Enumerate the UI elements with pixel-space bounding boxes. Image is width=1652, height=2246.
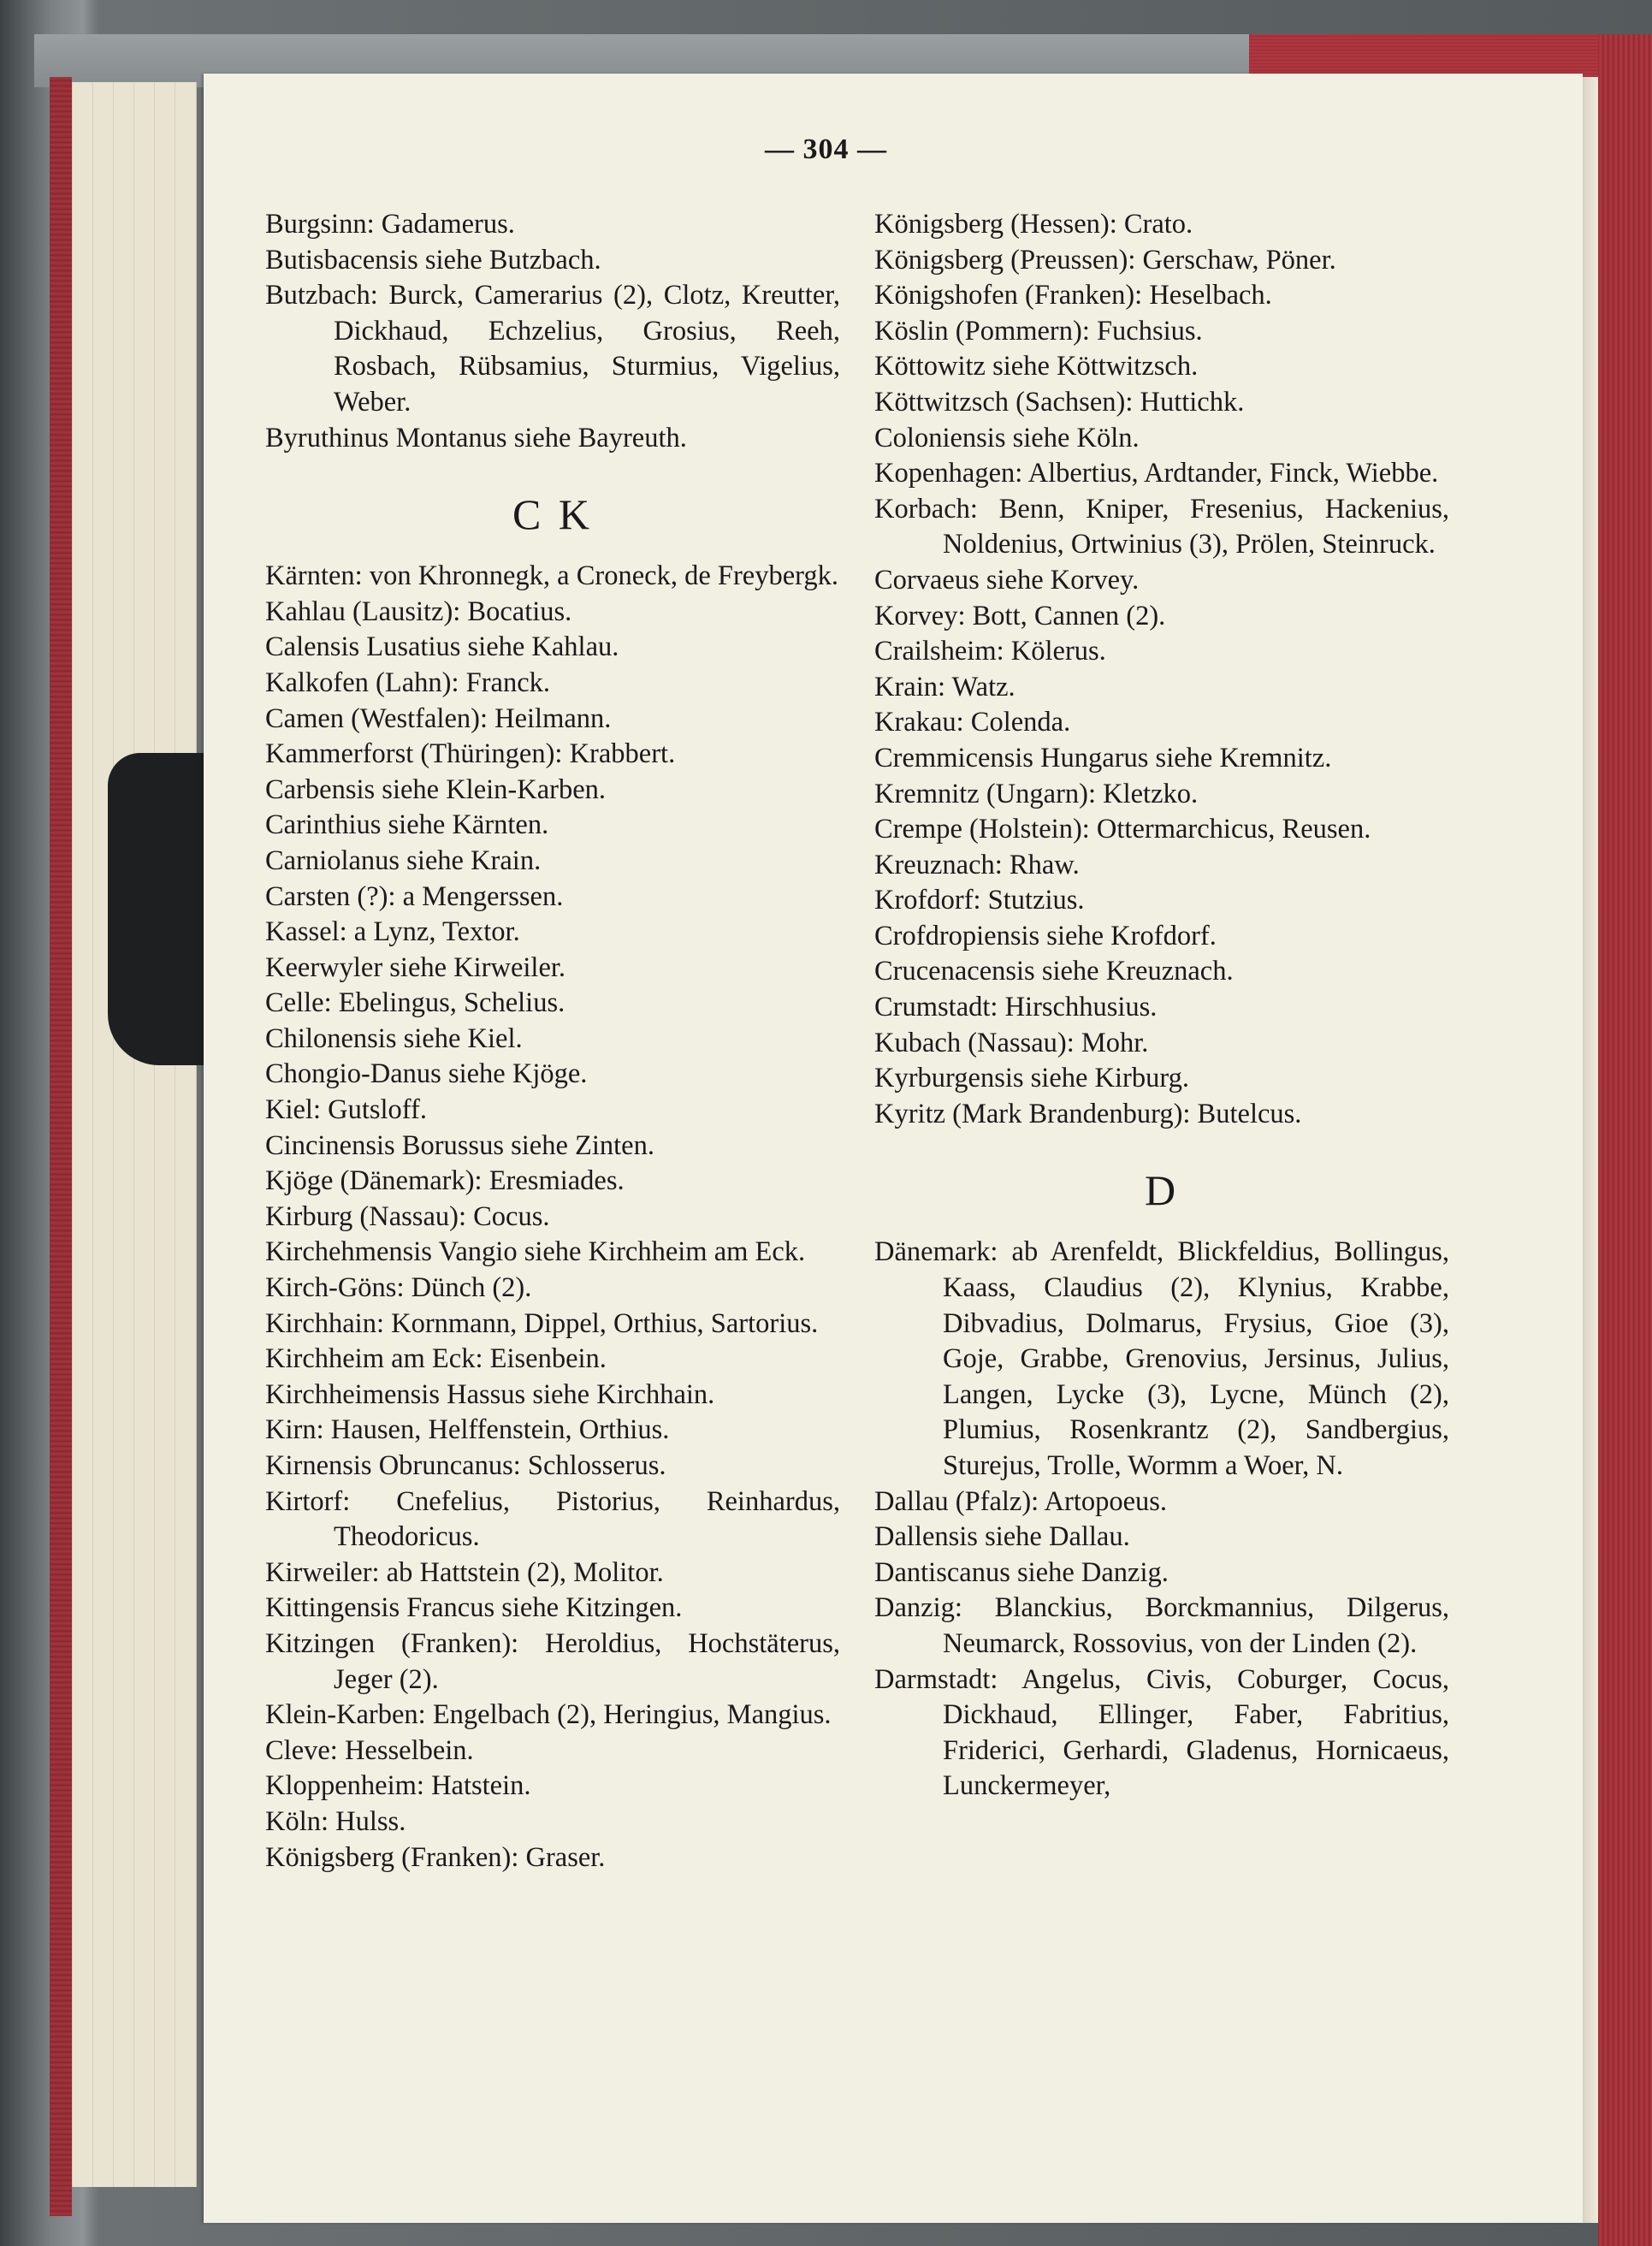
index-entry: Königsberg (Hessen): Crato. — [874, 209, 1193, 240]
index-entry: Königshofen (Franken): Heselbach. — [874, 280, 1272, 311]
index-entry: Carniolanus siehe Krain. — [265, 844, 542, 876]
index-entry: Crempe (Holstein): Ottermarchicus, Reusen. — [874, 814, 1371, 845]
index-entry: Chilonensis siehe Kiel. — [265, 1022, 523, 1054]
index-entry: Kreuznach: Rhaw. — [874, 849, 1080, 880]
index-entry: Kittingensis Francus siehe Kitzingen. — [265, 1592, 683, 1624]
index-entry: Kirburg (Nassau): Cocus. — [265, 1200, 550, 1232]
index-entry: Klein-Karben: Engelbach (2), Heringius, Mangius. — [265, 1699, 832, 1731]
index-entry: Kammerforst (Thüringen): Krabbert. — [265, 738, 676, 770]
index-entry: Korvey: Bott, Cannen (2). — [874, 600, 1166, 631]
index-entry: Dänemark: ab Arenfeldt, Blickfeldius, Bollingus, Kaass, Claudius (2), Klynius, Krabbe, Dibvadius, Dolmarus, Frysius, Gioe (3), Goje, Grabbe, Grenovius, Jersinus, Julius, Langen, Lycke (3), Lycne, Münch (2), Plumius, Rosenkrantz (2), Sandbergius, Sturejus, Trolle, Wormm a Woer, N. — [874, 1236, 1449, 1481]
index-entry: Camen (Westfalen): Heilmann. — [265, 702, 612, 734]
index-entry: Kirchheimensis Hassus siehe Kirchhain. — [265, 1378, 715, 1410]
index-entry: Carinthius siehe Kärnten. — [265, 809, 549, 841]
index-entry: Kirnensis Obruncanus: Schlosserus. — [265, 1450, 666, 1481]
index-entry: Coloniensis siehe Köln. — [874, 422, 1140, 453]
index-entry: Kirchhain: Kornmann, Dippel, Orthius, Sartorius. — [265, 1307, 819, 1339]
index-entry: Celle: Ebelingus, Schelius. — [265, 987, 565, 1019]
index-entry: Kjöge (Dänemark): Eresmiades. — [265, 1165, 625, 1197]
index-entry: Kahlau (Lausitz): Bocatius. — [265, 596, 572, 627]
index-entry: Kirtorf: Cnefelius, Pistorius, Reinhardus, Theodoricus. — [265, 1485, 840, 1553]
index-entry: Darmstadt: Angelus, Civis, Coburger, Cocus, Dickhaud, Ellinger, Faber, Fabritius, Friderici, Gerhardi, Gladenus, Hornicaeus, Lunckermeyer, — [874, 1663, 1449, 1802]
index-entry: Cincinensis Borussus siehe Zinten. — [265, 1129, 654, 1161]
index-entry: Krofdorf: Stutzius. — [874, 885, 1085, 916]
index-entry: Kassel: a Lynz, Textor. — [265, 916, 520, 948]
index-entry: Cremmicensis Hungarus siehe Kremnitz. — [874, 742, 1332, 773]
page-stack-edge — [133, 82, 156, 2187]
entry-list — [874, 1235, 1449, 1805]
book-cover-left-edge — [50, 77, 72, 2216]
section-heading: C K — [512, 490, 593, 539]
page-stack-edge — [72, 82, 94, 2187]
index-entry: Kalkofen (Lahn): Franck. — [265, 667, 550, 698]
index-entry: Krain: Watz. — [874, 671, 1015, 702]
index-entry: Königsberg (Franken): Graser. — [265, 1841, 606, 1873]
index-entry: Cleve: Hesselbein. — [265, 1734, 474, 1766]
entry-list — [265, 207, 840, 456]
index-entry: Kyrburgensis siehe Kirburg. — [874, 1063, 1189, 1094]
index-entry: Crumstadt: Hirschhusius. — [874, 992, 1158, 1023]
page-stack-edge — [92, 82, 115, 2187]
left-column — [265, 207, 840, 1876]
index-entry: Crailsheim: Kölerus. — [874, 636, 1106, 667]
index-entry: Carbensis siehe Klein-Karben. — [265, 773, 606, 805]
book-cover-right-edge — [1598, 34, 1652, 2246]
index-entry: Burgsinn: Gadamerus. — [265, 209, 515, 240]
index-entry: Crofdropiensis siehe Krofdorf. — [874, 920, 1217, 951]
index-entry: Dallau (Pfalz): Artopoeus. — [874, 1485, 1168, 1517]
page-stack-edge — [154, 82, 176, 2187]
index-entry: Kloppenheim: Hatstein. — [265, 1770, 531, 1802]
index-entry: Kirch-Göns: Dünch (2). — [265, 1272, 532, 1304]
index-entry: Dallensis siehe Dallau. — [874, 1521, 1130, 1553]
page-stack-edge — [113, 82, 135, 2187]
index-entry: Byruthinus Montanus siehe Bayreuth. — [265, 422, 687, 453]
index-entry: Keerwyler siehe Kirweiler. — [265, 951, 566, 983]
index-entry: Chongio-Danus siehe Kjöge. — [265, 1058, 588, 1090]
index-entry: Carsten (?): a Mengerssen. — [265, 880, 564, 912]
index-entry: Kiel: Gutsloff. — [265, 1094, 427, 1126]
section-heading: D — [1144, 1166, 1180, 1215]
index-entry: Kremnitz (Ungarn): Kletzko. — [874, 778, 1199, 809]
page-stack-edge — [175, 82, 197, 2187]
index-entry: Kyritz (Mark Brandenburg): Butelcus. — [874, 1098, 1302, 1129]
index-entry: Butzbach: Burck, Camerarius (2), Clotz, Kreutter, Dickhaud, Echzelius, Grosius, Reeh, Rosbach, Rübsamius, Sturmius, Vigelius, Weber. — [265, 280, 840, 418]
index-entry: Köttowitz siehe Köttwitzsch. — [874, 351, 1199, 382]
index-entry: Krakau: Colenda. — [874, 707, 1071, 738]
index-entry: Köttwitzsch (Sachsen): Huttichk. — [874, 386, 1245, 418]
right-column — [874, 207, 1449, 1805]
index-entry: Kärnten: von Khronnegk, a Croneck, de Freybergk. — [265, 560, 838, 592]
index-entry: Calensis Lusatius siehe Kahlau. — [265, 631, 619, 663]
index-entry: Kopenhagen: Albertius, Ardtander, Finck, Wiebbe. — [874, 458, 1439, 489]
index-entry: Köln: Hulss. — [265, 1805, 406, 1837]
index-entry: Danzig: Blanckius, Borckmannius, Dilgerus, Neumarck, Rossovius, von der Linden (2). — [874, 1592, 1449, 1659]
index-entry: Kirchheim am Eck: Eisenbein. — [265, 1343, 607, 1375]
index-entry: Corvaeus siehe Korvey. — [874, 564, 1140, 596]
index-entry: Köslin (Pommern): Fuchsius. — [874, 315, 1203, 347]
entry-list — [874, 207, 1449, 1132]
page-number: — 304 — — [765, 133, 887, 165]
index-entry: Kirn: Hausen, Helffenstein, Orthius. — [265, 1414, 670, 1446]
index-entry: Kirweiler: ab Hattstein (2), Molitor. — [265, 1556, 664, 1588]
index-entry: Dantiscanus siehe Danzig. — [874, 1556, 1169, 1588]
index-entry: Crucenacensis siehe Kreuznach. — [874, 956, 1234, 987]
index-entry: Königsberg (Preussen): Gerschaw, Pöner. — [874, 244, 1336, 276]
index-entry: Kitzingen (Franken): Heroldius, Hochstäterus, Jeger (2). — [265, 1627, 840, 1695]
index-entry: Korbach: Benn, Kniper, Fresenius, Hackenius, Noldenius, Ortwinius (3), Prölen, Steinruck. — [874, 493, 1449, 560]
index-entry: Butisbacensis siehe Butzbach. — [265, 244, 601, 276]
index-entry: Kubach (Nassau): Mohr. — [874, 1027, 1149, 1058]
page-fold — [1583, 77, 1598, 2223]
index-entry: Kirchehmensis Vangio siehe Kirchheim am Eck. — [265, 1236, 806, 1268]
entry-list — [265, 559, 840, 1876]
